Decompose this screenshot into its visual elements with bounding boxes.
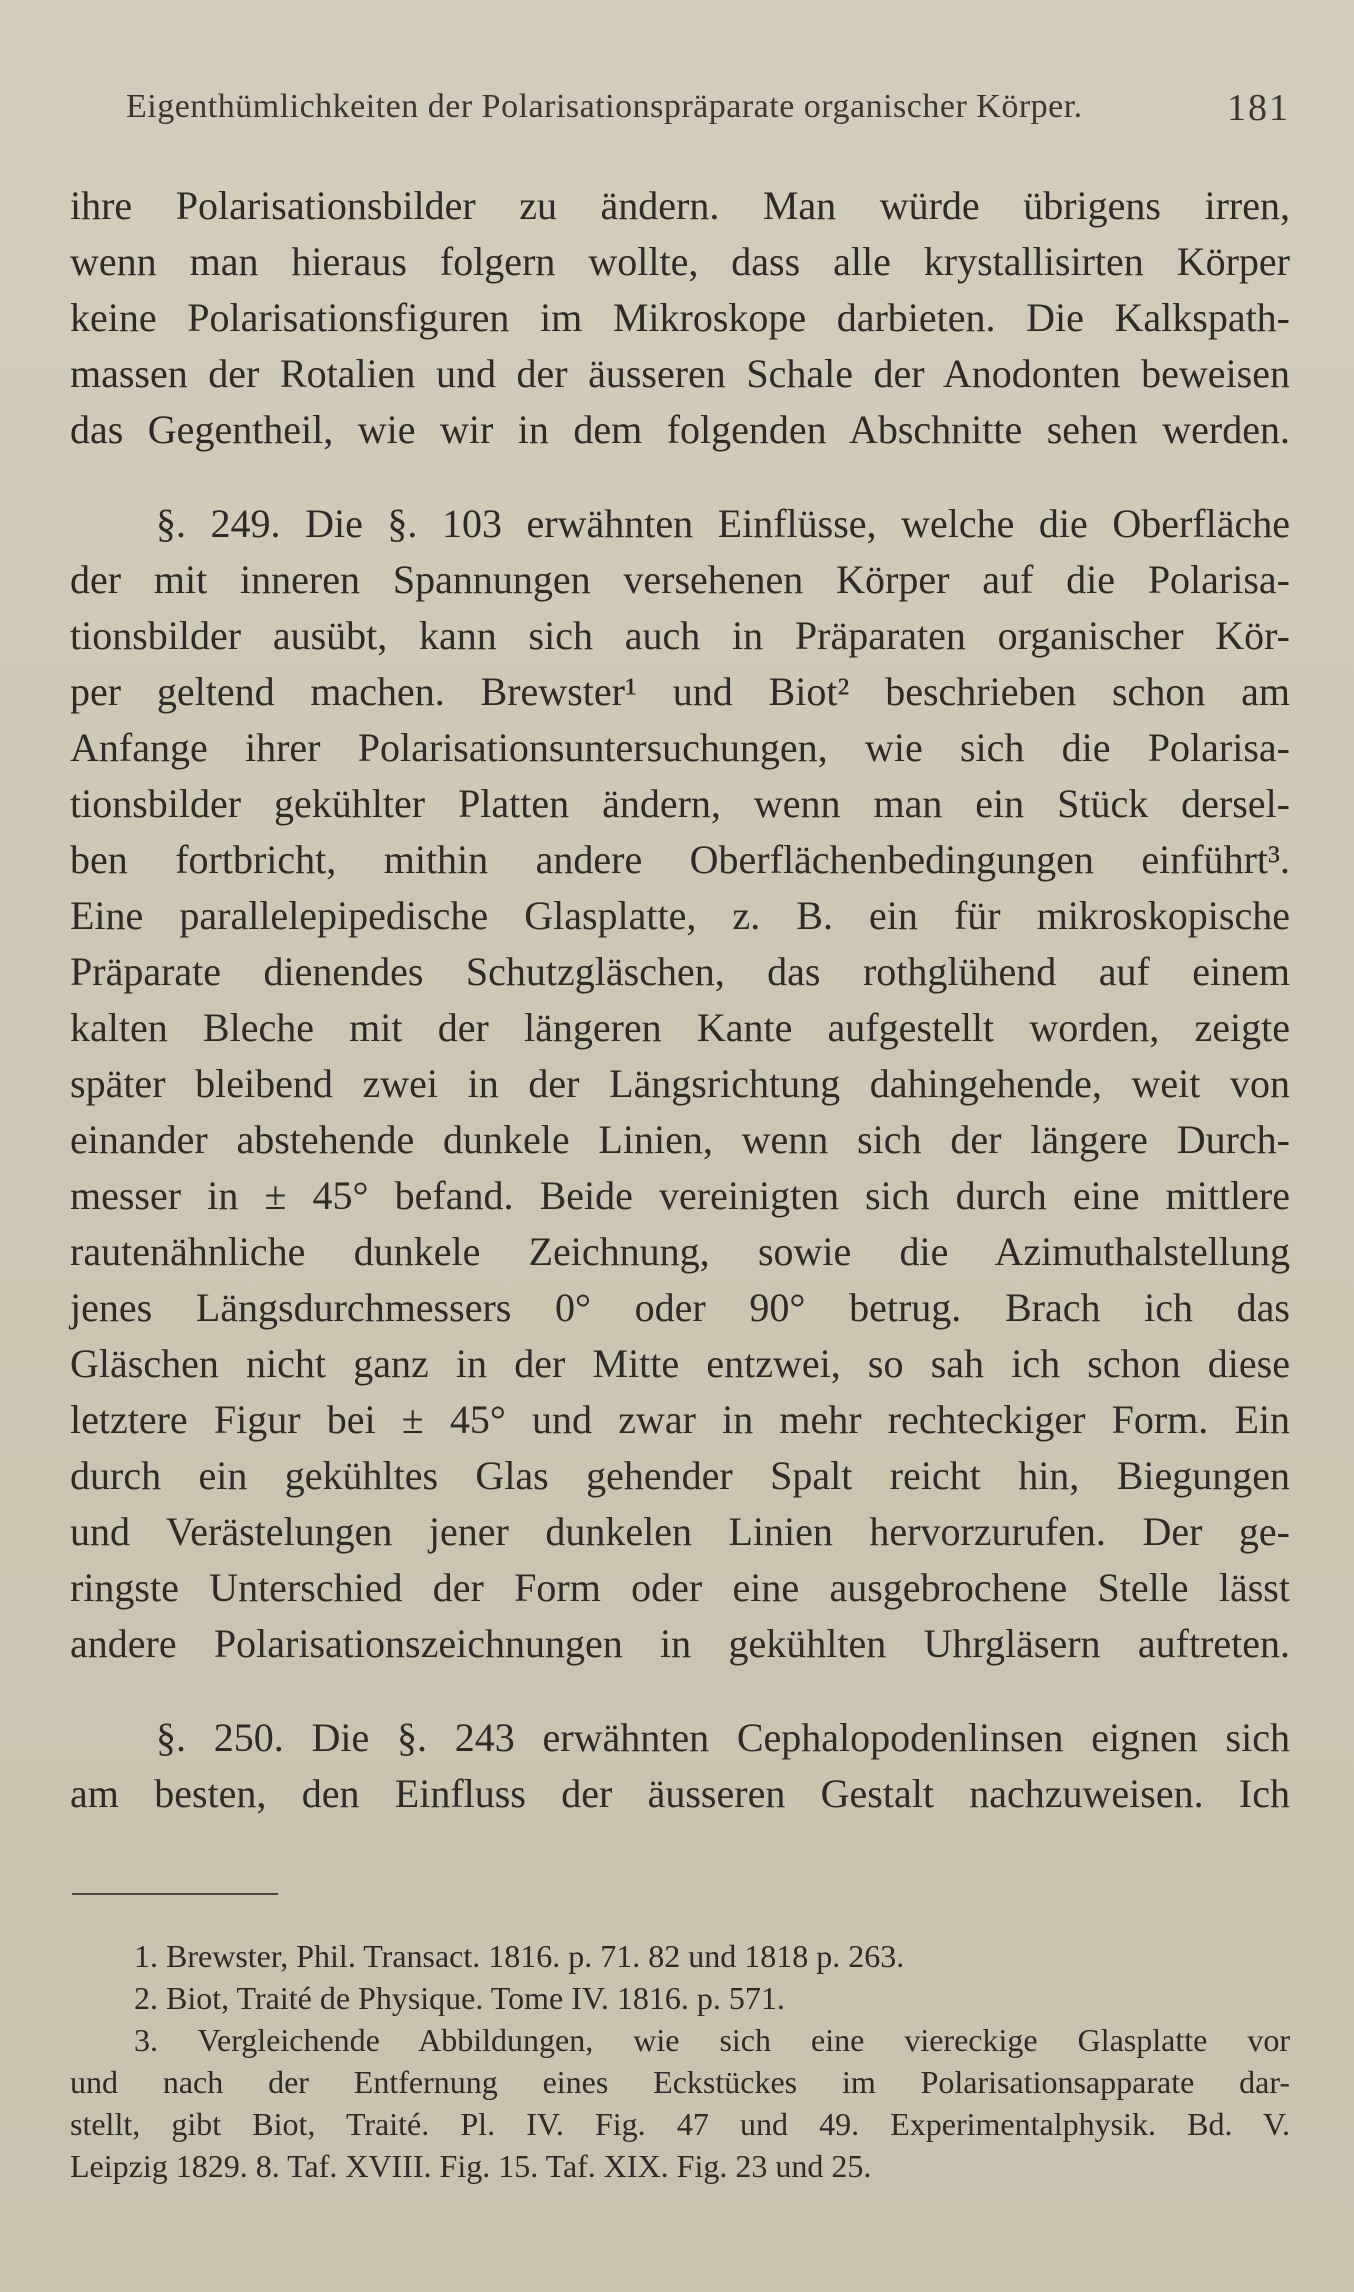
footnote-1: 1. Brewster, Phil. Transact. 1816. p. 71. 82 und 1818 p. 263. [134,1938,905,1974]
text-line: tionsbilder gekühlter Platten ändern, wenn man ein Stück dersel- [70,781,1290,826]
text-line: ihre Polarisationsbilder zu ändern. Man würde übrigens irren, [70,183,1290,228]
text-line: Präparate dienendes Schutzgläschen, das rothglühend auf einem [70,949,1290,994]
text-line: keine Polarisationsfiguren im Mikroskope darbieten. Die Kalkspath- [70,295,1290,340]
text-line: später bleibend zwei in der Längsrichtung dahingehende, weit von [70,1061,1290,1106]
running-title: Eigenthümlichkeiten der Polarisationspräparate organischer Körper. [126,88,1083,125]
page-number: 181 [1227,87,1290,129]
text-line: messer in ± 45° befand. Beide vereinigten sich durch eine mittlere [70,1173,1290,1218]
paragraph-250 [70,1710,1290,1822]
text-line: Eine parallelepipedische Glasplatte, z. B. ein für mikroskopische [70,893,1290,938]
text-line: durch ein gekühltes Glas gehender Spalt reicht hin, Biegungen [70,1453,1290,1498]
text-line: §. 249. Die §. 103 erwähnten Einflüsse, welche die Oberfläche [156,501,1290,546]
text-line: per geltend machen. Brewster¹ und Biot² beschrieben schon am [70,669,1290,714]
text-line: Gläschen nicht ganz in der Mitte entzwei, so sah ich schon diese [70,1341,1290,1386]
text-line: rautenähnliche dunkele Zeichnung, sowie die Azimuthalstellung [70,1229,1290,1274]
footnote-3: 3. Vergleichende Abbildungen, wie sich eine viereckige Glasplatte vor [134,2022,1290,2058]
footnote-2: 2. Biot, Traité de Physique. Tome IV. 1816. p. 571. [134,1980,785,2016]
footnote-3-line: und nach der Entfernung eines Eckstückes im Polarisationsapparate dar- [70,2064,1290,2100]
text-line: der mit inneren Spannungen versehenen Körper auf die Polarisa- [70,557,1290,602]
text-line: das Gegentheil, wie wir in dem folgenden Abschnitte sehen werden. [70,407,1290,452]
text-line: und Verästelungen jener dunkelen Linien hervorzurufen. Der ge- [70,1509,1290,1554]
text-line: kalten Bleche mit der längeren Kante aufgestellt worden, zeigte [70,1005,1290,1050]
text-line: tionsbilder ausübt, kann sich auch in Präparaten organischer Kör- [70,613,1290,658]
text-line: einander abstehende dunkele Linien, wenn sich der längere Durch- [70,1117,1290,1162]
footnote-divider [72,1893,278,1895]
text-line: jenes Längsdurchmessers 0° oder 90° betrug. Brach ich das [70,1285,1290,1330]
text-line: Anfange ihrer Polarisationsuntersuchungen, wie sich die Polarisa- [70,725,1290,770]
text-line: andere Polarisationszeichnungen in gekühlten Uhrgläsern auftreten. [70,1621,1290,1666]
text-line: wenn man hieraus folgern wollte, dass alle krystallisirten Körper [70,239,1290,284]
text-line: letztere Figur bei ± 45° und zwar in mehr rechteckiger Form. Ein [70,1397,1290,1442]
text-line: ringste Unterschied der Form oder eine ausgebrochene Stelle lässt [70,1565,1290,1610]
text-line: massen der Rotalien und der äusseren Schale der Anodonten beweisen [70,351,1290,396]
main-text [70,178,1290,1822]
paragraph-249 [70,496,1290,1672]
running-header [126,87,1290,129]
text-line: §. 250. Die §. 243 erwähnten Cephalopodenlinsen eignen sich [156,1715,1290,1760]
text-line: am besten, den Einfluss der äusseren Gestalt nachzuweisen. Ich [70,1771,1290,1816]
footnote-3-line: stellt, gibt Biot, Traité. Pl. IV. Fig. 47 und 49. Experimentalphysik. Bd. V. [70,2106,1290,2142]
text-line: ben fortbricht, mithin andere Oberflächenbedingungen einführt³. [70,837,1290,882]
footnotes [70,1935,1290,2187]
footnote-3-line: Leipzig 1829. 8. Taf. XVIII. Fig. 15. Taf. XIX. Fig. 23 und 25. [70,2148,872,2184]
paragraph-continuation [70,178,1290,458]
